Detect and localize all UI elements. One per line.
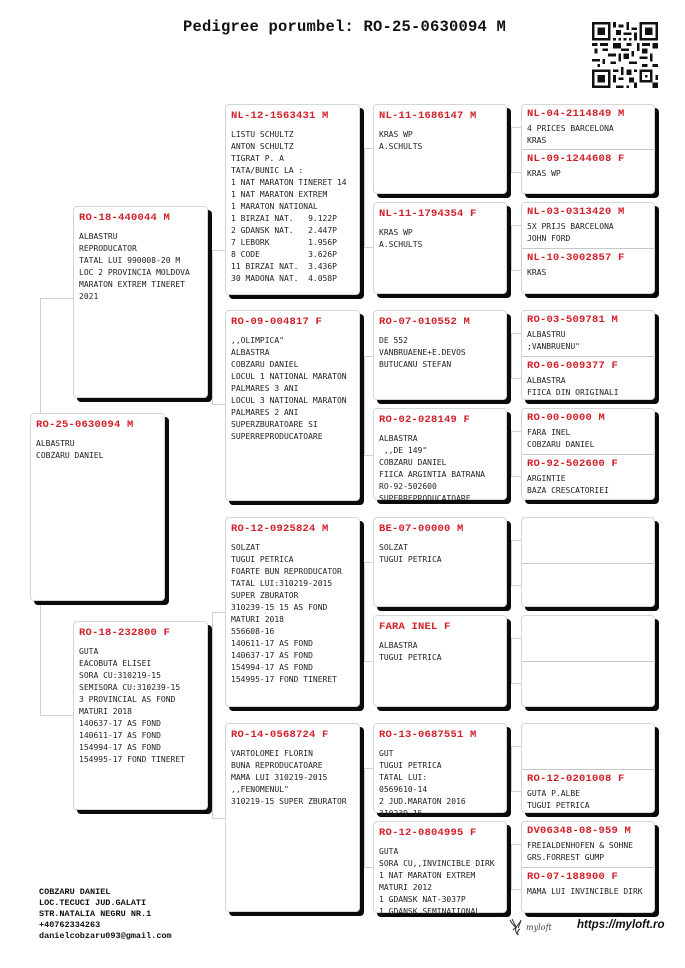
owner-name: COBZARU DANIEL	[39, 887, 111, 897]
ring-number: RO-07-010552 M	[379, 316, 471, 328]
detail-line: COBZARU DANIEL	[527, 440, 595, 449]
detail-line: VANBRUAENE+E.DEVOS	[379, 348, 466, 357]
ring-number: RO-09-004817 F	[231, 316, 323, 328]
pigeon-details	[522, 218, 654, 245]
pigeon-pair-card	[521, 408, 655, 500]
pigeon-pair-card	[521, 202, 655, 294]
detail-line: 3 PROVINCIAL AS FOND	[79, 695, 176, 704]
pigeon-details	[522, 120, 654, 147]
pigeon-entry-sire[interactable]	[522, 409, 654, 454]
detail-line: ALBASTRA	[527, 376, 566, 385]
pigeon-pair-card	[521, 615, 655, 707]
detail-line: 154995-17 FOND TINERET	[79, 755, 185, 764]
pigeon-details	[374, 328, 506, 371]
detail-line: FOARTE BUN REPRODUCATOR	[231, 567, 342, 576]
detail-line: COBZARU DANIEL	[379, 458, 447, 467]
detail-line: MAMA LUI INVINCIBLE DIRK	[527, 887, 643, 896]
detail-line: TUGUI PETRICA	[379, 761, 442, 770]
ring-number: RO-12-0201008 F	[527, 773, 625, 785]
detail-line: DE 552	[379, 336, 408, 345]
pigeon-entry-sire-empty[interactable]	[522, 616, 654, 661]
detail-line: 0569610-14	[379, 785, 428, 794]
pigeon-entry-sire[interactable]	[522, 203, 654, 248]
pigeon-card-subject[interactable]	[30, 413, 165, 601]
pigeon-entry-dam[interactable]	[522, 454, 654, 499]
detail-line: SUPERREPRODUCATOARE	[231, 432, 323, 441]
detail-line: ,,FENOMENUL"	[231, 785, 289, 794]
website-link[interactable]: https://myloft.ro	[577, 919, 665, 931]
detail-line: 154995-17 FOND TINERET	[231, 675, 337, 684]
connector-ggp2	[511, 225, 521, 271]
detail-line: ARGINTIE	[527, 474, 566, 483]
detail-line: 7 LEBORK 1.956P	[231, 238, 337, 247]
pigeon-card-great-grandparent[interactable]	[373, 310, 507, 400]
connector-ggp3	[511, 333, 521, 379]
detail-line: 1 NAT MARATON EXTREM	[231, 190, 328, 199]
ring-number: RO-18-440044 M	[79, 212, 171, 224]
detail-line: TIGRAT P. A	[231, 154, 284, 163]
detail-line: LOCUL 1 NATIONAL MARATON	[231, 372, 347, 381]
pigeon-details	[522, 165, 654, 180]
pigeon-details	[74, 224, 207, 303]
detail-line: MATURI 2012	[379, 883, 432, 892]
detail-line: REPRODUCATOR	[79, 244, 137, 253]
detail-line: 1 MARATON NATIONAL	[231, 202, 318, 211]
detail-line: 1 NAT MARATON TINERET 14	[231, 178, 347, 187]
bird-icon	[508, 918, 524, 936]
pigeon-details	[374, 741, 506, 820]
myloft-logo	[508, 918, 552, 936]
detail-line: 556608-16	[231, 627, 275, 636]
detail-line: PALMARES 3 ANI	[231, 384, 299, 393]
detail-line: LISTU SCHULTZ	[231, 130, 294, 139]
detail-line: SORA CU:310219-15	[79, 671, 161, 680]
pigeon-details	[226, 535, 359, 686]
pigeon-details	[226, 122, 359, 285]
pigeon-card-sire[interactable]	[73, 206, 208, 398]
pigeon-pair-card	[521, 310, 655, 400]
pigeon-card-great-grandparent[interactable]	[373, 408, 507, 503]
detail-line: KRAS	[527, 268, 547, 277]
pigeon-entry-sire-empty[interactable]	[522, 518, 654, 563]
pigeon-details	[74, 639, 207, 766]
detail-line: SORA CU,,INVINCIBLE DIRK	[379, 859, 495, 868]
owner-street: STR.NATALIA NEGRU NR.1	[39, 909, 152, 919]
detail-line: 154994-17 AS FOND	[79, 743, 161, 752]
pigeon-card-grandparent[interactable]	[225, 517, 360, 707]
detail-line: TATAL LUI:	[379, 773, 428, 782]
detail-line: MATURI 2018	[79, 707, 132, 716]
connector-gp3	[364, 562, 373, 662]
connector-ggp8	[511, 844, 521, 890]
pigeon-card-great-grandparent[interactable]	[373, 517, 507, 607]
detail-line: TUGUI PETRICA	[231, 555, 294, 564]
detail-line: ALBASTRU	[79, 232, 118, 241]
detail-line: KRAS WP	[379, 228, 413, 237]
detail-line: FIICA DIN ORIGINALI	[527, 388, 619, 397]
pigeon-entry-dam[interactable]	[522, 867, 654, 912]
detail-line: BUTUCANU STEFAN	[379, 360, 452, 369]
detail-line: VARTOLOMEI FLORIN	[231, 749, 313, 758]
ring-number: RO-92-502600 F	[527, 458, 619, 470]
pigeon-entry-dam[interactable]	[522, 769, 654, 812]
pigeon-pair-card	[521, 821, 655, 913]
pigeon-pair-card	[521, 104, 655, 194]
connector-ggp6	[511, 638, 521, 684]
detail-line: FARA INEL	[527, 428, 571, 437]
connector-dam-grandparents	[212, 612, 225, 819]
pigeon-card-grandparent[interactable]	[225, 104, 360, 295]
detail-line: 5X PRIJS BARCELONA	[527, 222, 614, 231]
pigeon-pair-card	[521, 723, 655, 813]
detail-line: 8 CODE 3.626P	[231, 250, 337, 259]
pigeon-details	[31, 431, 164, 462]
pigeon-entry-dam-empty[interactable]	[522, 563, 654, 606]
detail-line: KRAS WP	[379, 130, 413, 139]
page-title: Pedigree porumbel: RO-25-0630094 M	[183, 18, 507, 36]
ring-number: RO-14-0568724 F	[231, 729, 329, 741]
detail-line: COBZARU DANIEL	[36, 451, 104, 460]
detail-line: ,,OLIMPICA"	[231, 336, 284, 345]
pigeon-details	[374, 633, 506, 664]
ring-number: RO-12-0804995 F	[379, 827, 477, 839]
detail-line: 140611-17 AS FOND	[231, 639, 313, 648]
detail-line: A.SCHULTS	[379, 240, 423, 249]
detail-line: GUTA	[79, 647, 99, 656]
ring-number: RO-03-509781 M	[527, 314, 619, 326]
ring-number: NL-10-3002857 F	[527, 252, 625, 264]
ring-number: NL-11-1794354 F	[379, 208, 477, 220]
detail-line: GRS.FORREST GUMP	[527, 853, 605, 862]
pigeon-card-great-grandparent[interactable]	[373, 615, 507, 707]
detail-line: TUGUI PETRICA	[379, 555, 442, 564]
detail-line: EACOBUTA ELISEI	[79, 659, 152, 668]
detail-line: TUGUI PETRICA	[379, 653, 442, 662]
connector-ggp7	[511, 746, 521, 792]
connector-ggp1	[511, 127, 521, 173]
detail-line: ANTON SCHULTZ	[231, 142, 294, 151]
pigeon-card-great-grandparent[interactable]	[373, 104, 507, 194]
logo-text: myloft	[526, 922, 552, 932]
pigeon-details	[374, 535, 506, 566]
owner-email[interactable]: danielcobzaru093@gmail.com	[39, 931, 172, 941]
connector-ggp4	[511, 431, 521, 477]
pigeon-card-great-grandparent[interactable]	[373, 821, 507, 916]
connector-gp2	[364, 356, 373, 456]
detail-line: ALBASTRA	[231, 348, 270, 357]
detail-line: LOC 2 PROVINCIA MOLDOVA	[79, 268, 190, 277]
ring-number: DV06348-08-959 M	[527, 825, 632, 837]
detail-line: BUNA REPRODUCATOARE	[231, 761, 323, 770]
pigeon-details	[522, 883, 654, 898]
ring-number: RO-02-028149 F	[379, 414, 471, 426]
ring-number: RO-06-009377 F	[527, 360, 619, 372]
detail-line: ALBASTRA	[379, 434, 418, 443]
ring-number: RO-07-188900 F	[527, 871, 619, 883]
connector-ggp5	[511, 540, 521, 586]
pigeon-details	[374, 839, 506, 918]
ring-number: NL-04-2114849 M	[527, 108, 625, 120]
detail-line: MAMA LUI 310219-2015	[231, 773, 328, 782]
ring-number: RO-12-0925824 M	[231, 523, 329, 535]
pigeon-pair-card	[521, 517, 655, 607]
detail-line: 30 MADONA NAT. 4.058P	[231, 274, 337, 283]
detail-line: 1 GDANSK SEMINATIONAL	[379, 907, 481, 916]
detail-line: FIICA ARGINTIA BATRANA	[379, 470, 485, 479]
detail-line: 310219-15 SUPER ZBURATOR	[231, 797, 347, 806]
detail-line: A.SCHULTS	[379, 142, 423, 151]
pigeon-details	[522, 372, 654, 399]
detail-line: 2021	[79, 292, 99, 301]
detail-line: MARATON EXTREM TINERET	[79, 280, 185, 289]
pigeon-card-grandparent[interactable]	[225, 723, 360, 912]
detail-line: TATAL LUI:310219-2015	[231, 579, 333, 588]
detail-line: RO-92-502600	[379, 482, 437, 491]
detail-line: FREIALDENHOFEN & SOHNE	[527, 841, 633, 850]
detail-line: 140637-17 AS FOND	[79, 719, 161, 728]
pigeon-details	[522, 785, 654, 812]
pigeon-entry-sire-empty[interactable]	[522, 724, 654, 769]
detail-line: GUTA P.ALBE	[527, 789, 580, 798]
detail-line: 310239-15	[379, 809, 423, 818]
detail-line: 1 GDANSK NAT-3037P	[379, 895, 466, 904]
detail-line: 1 BIRZAI NAT. 9.122P	[231, 214, 337, 223]
pigeon-entry-dam-empty[interactable]	[522, 661, 654, 706]
detail-line: ,,DE 149"	[379, 446, 428, 455]
detail-line: JOHN FORD	[527, 234, 571, 243]
ring-number: NL-12-1563431 M	[231, 110, 329, 122]
detail-line: LOCUL 3 NATIONAL MARATON	[231, 396, 347, 405]
pigeon-card-grandparent[interactable]	[225, 310, 360, 501]
detail-line: 310239-15 15 AS FOND	[231, 603, 328, 612]
pigeon-details	[374, 426, 506, 505]
ring-number: NL-09-1244608 F	[527, 153, 625, 165]
pigeon-entry-sire[interactable]	[522, 105, 654, 149]
owner-info	[39, 887, 172, 942]
pigeon-card-great-grandparent[interactable]	[373, 723, 507, 818]
ring-number: FARA INEL F	[379, 621, 451, 633]
detail-line: 11 BIRZAI NAT. 3.436P	[231, 262, 337, 271]
owner-phone: +40762334263	[39, 920, 101, 930]
detail-line: BAZA CRESCATORIEI	[527, 486, 609, 495]
detail-line: TATA/BUNIC LA :	[231, 166, 304, 175]
detail-line: TATAL LUI 990008-20 M	[79, 256, 181, 265]
ring-number: RO-00-0000 M	[527, 412, 606, 424]
ring-number: NL-03-0313420 M	[527, 206, 625, 218]
detail-line: COBZARU DANIEL	[231, 360, 299, 369]
detail-line: GUTA	[379, 847, 399, 856]
ring-number: RO-18-232800 F	[79, 627, 171, 639]
pigeon-entry-dam[interactable]	[522, 356, 654, 399]
detail-line: 154994-17 AS FOND	[231, 663, 313, 672]
detail-line: ALBASTRU	[527, 330, 566, 339]
owner-locality: LOC.TECUCI JUD.GALATI	[39, 898, 147, 908]
pigeon-details	[522, 326, 654, 353]
pigeon-entry-dam[interactable]	[522, 248, 654, 293]
detail-line: TUGUI PETRICA	[527, 801, 590, 810]
detail-line: 1 NAT MARATON EXTREM	[379, 871, 476, 880]
detail-line: ;VANBRUENU"	[527, 342, 580, 351]
pigeon-entry-dam[interactable]	[522, 149, 654, 193]
detail-line: 2 JUD.MARATON 2016	[379, 797, 466, 806]
pigeon-details	[374, 122, 506, 153]
pigeon-entry-sire[interactable]	[522, 311, 654, 356]
pigeon-details	[522, 424, 654, 451]
qr-code-icon	[592, 22, 658, 88]
detail-line: 140637-17 AS FOND	[231, 651, 313, 660]
pigeon-details	[374, 220, 506, 251]
detail-line: SUPERZBURATOARE SI	[231, 420, 318, 429]
detail-line: 140611-17 AS FOND	[79, 731, 161, 740]
detail-line: PALMARES 2 ANI	[231, 408, 299, 417]
detail-line: ALBASTRU	[36, 439, 75, 448]
detail-line: ALBASTRA	[379, 641, 418, 650]
detail-line: MATURI 2018	[231, 615, 284, 624]
detail-line: SOLZAT	[231, 543, 260, 552]
detail-line: SUPERREPRODUCATOARE	[379, 494, 471, 503]
ring-number: NL-11-1686147 M	[379, 110, 477, 122]
pigeon-details	[522, 470, 654, 497]
ring-number: BE-07-00000 M	[379, 523, 464, 535]
detail-line: SEMISORA CU:310239-15	[79, 683, 181, 692]
detail-line: SUPER ZBURATOR	[231, 591, 299, 600]
pigeon-entry-sire[interactable]	[522, 822, 654, 867]
pigeon-details	[226, 741, 359, 808]
detail-line: 2 GDANSK NAT. 2.447P	[231, 226, 337, 235]
pigeon-details	[522, 837, 654, 864]
pigeon-card-great-grandparent[interactable]	[373, 202, 507, 294]
detail-line: KRAS WP	[527, 169, 561, 178]
pigeon-details	[226, 328, 359, 443]
detail-line: KRAS	[527, 136, 547, 145]
connector-gp1	[364, 148, 373, 248]
ring-number: RO-25-0630094 M	[36, 419, 134, 431]
detail-line: SOLZAT	[379, 543, 408, 552]
detail-line: 4 PRICES BARCELONA	[527, 124, 614, 133]
detail-line: GUT	[379, 749, 394, 758]
connector-sire-grandparents	[212, 250, 225, 405]
pigeon-card-dam[interactable]	[73, 621, 208, 810]
pigeon-details	[522, 264, 654, 279]
connector-gp4	[364, 768, 373, 868]
ring-number: RO-13-0687551 M	[379, 729, 477, 741]
